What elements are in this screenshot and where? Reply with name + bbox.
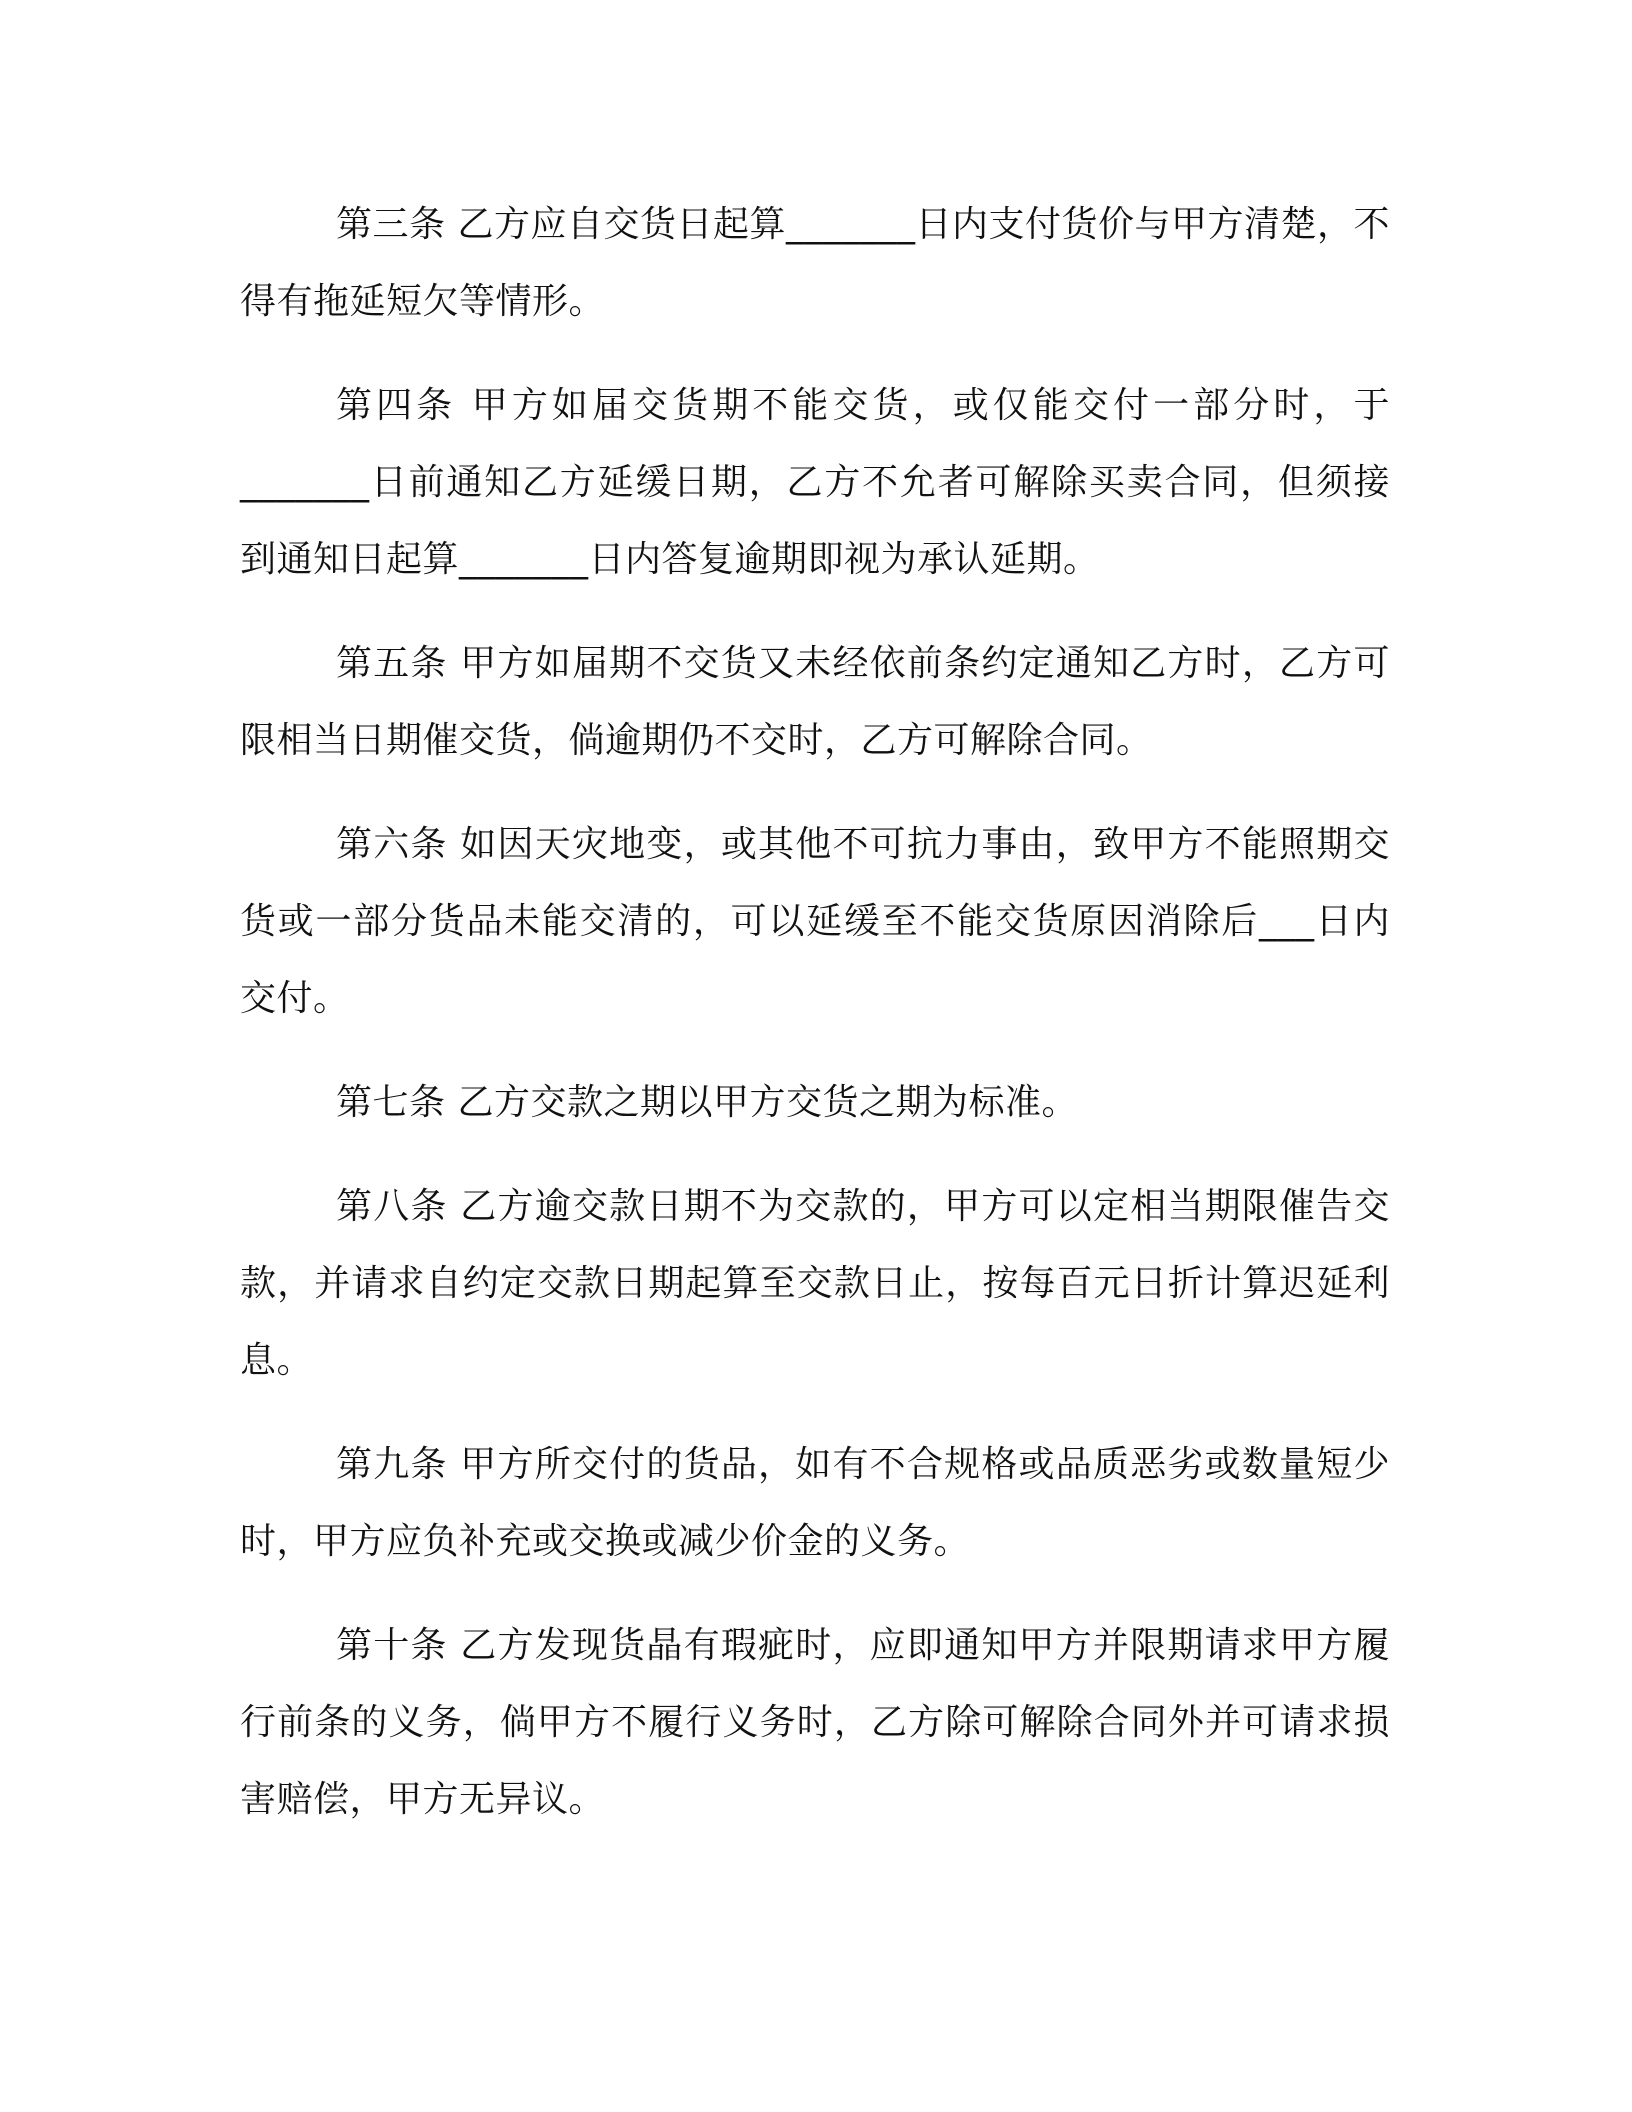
clause-10: 第十条 乙方发现货晶有瑕疵时，应即通知甲方并限期请求甲方履行前条的义务，倘甲方不履行义务时，乙方除可解除合同外并可请求损害赔偿，甲方无异议。 [240, 1625, 1390, 1820]
clause-5: 第五条 甲方如届期不交货又未经依前条约定通知乙方时，乙方可限相当日期催交货，倘逾期仍不交时，乙方可解除合同。 [240, 643, 1390, 761]
clause-8: 第八条 乙方逾交款日期不为交款的，甲方可以定相当期限催告交款，并请求自约定交款日期起算至交款日止，按每百元日折计算迟延利息。 [240, 1186, 1390, 1381]
clause-3: 第三条 乙方应自交货日起算_______日内支付货价与甲方清楚，不得有拖延短欠等情形。 [240, 204, 1390, 322]
clause-9: 第九条 甲方所交付的货品，如有不合规格或品质恶劣或数量短少时，甲方应负补充或交换或减少价金的义务。 [240, 1444, 1390, 1562]
clause-4: 第四条 甲方如届交货期不能交货，或仅能交付一部分时，于_______日前通知乙方延缓日期，乙方不允者可解除买卖合同，但须接到通知日起算_______日内答复逾期即视为承认延期。 [240, 385, 1390, 580]
contract-body [240, 186, 1390, 1865]
clause-6: 第六条 如因天灾地变，或其他不可抗力事由，致甲方不能照期交货或一部分货品未能交清的，可以延缓至不能交货原因消除后___日内交付。 [240, 824, 1390, 1019]
clause-7: 第七条 乙方交款之期以甲方交货之期为标准。 [336, 1082, 1078, 1123]
